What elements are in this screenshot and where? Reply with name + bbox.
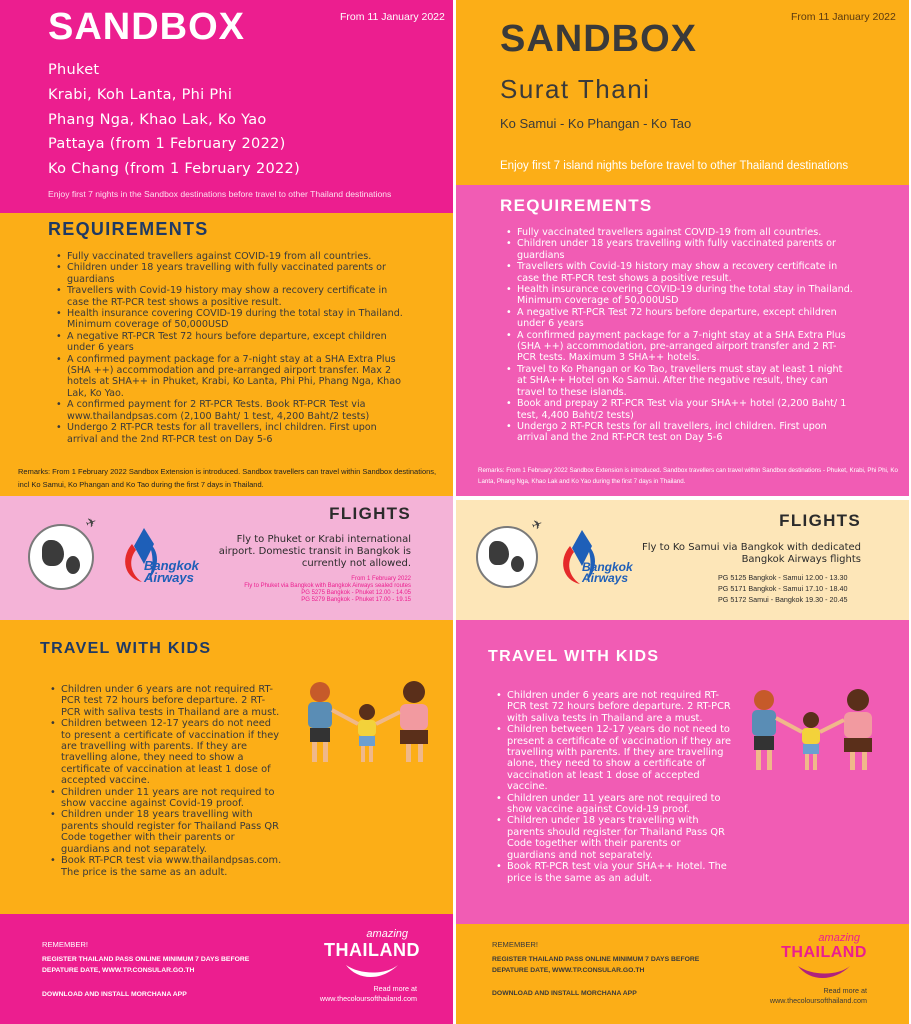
left-footer (0, 914, 453, 1024)
left-flights (0, 496, 453, 620)
right-download: DOWNLOAD AND INSTALL MORCHANA APP (492, 990, 637, 997)
list-item: • A confirmed payment for 2 RT-PCR Tests. Book RT-PCR Test via www.thailandpsas.com (2,100 Baht/ 1 test, 4,200 Baht/2 tests) (56, 399, 406, 422)
globe-icon (476, 526, 538, 588)
right-read-more: Read more at www.thecoloursofthailand.com (769, 986, 867, 1005)
schedule-line: PG 5275 Bangkok - Phuket 12.00 - 14.05 (301, 590, 411, 596)
list-item: • A negative RT-PCR Test 72 hours before departure, except children under 6 years (506, 307, 854, 330)
destination-item: Phuket (48, 62, 100, 78)
right-kids-list (496, 690, 732, 884)
right-subtitle: Surat Thani (500, 74, 651, 104)
right-enjoy-text: Enjoy first 7 island nights before travel to other Thailand destinations (500, 160, 849, 172)
airline-name: Bangkok Airways (144, 558, 199, 585)
list-item: • A confirmed payment package for a 7-night stay at a SHA Extra Plus (SHA ++) accommodation, pre-arranged airport transfer and 2 RT-PCR tests. Maximum 3 SHA++ hotels. (506, 330, 854, 364)
schedule-line: From 1 February 2022 (351, 576, 411, 582)
schedule-line: Fly to Phuket via Bangkok with Bangkok Airways sealed routes (244, 583, 411, 589)
left-read-more: Read more at www.thecoloursofthailand.com (319, 984, 417, 1003)
schedule-line: PG 5171 Bangkok - Samui 17.10 - 18.40 (718, 584, 848, 593)
right-kids (456, 620, 909, 924)
list-item: • Health insurance covering COVID-19 during the total stay in Thailand. Minimum coverage of 50,000USD (56, 308, 406, 331)
right-requirements-list (506, 227, 854, 444)
list-item: • Book RT-PCR test via your SHA++ Hotel. The price is the same as an adult. (496, 861, 732, 884)
left-flights-text: Fly to Phuket or Krabi international airport. Domestic transit in Bangkok is currently not allowed. (218, 534, 411, 569)
list-item: • Children under 18 years travelling with parents should register for Thailand Pass QR Code together with their parents or guardians and not separately. (496, 815, 732, 861)
left-enjoy-text: Enjoy first 7 nights in the Sandbox destinations before travel to other Thailand destinations (48, 189, 392, 199)
list-item: • Book and prepay 2 RT-PCR Test via your SHA++ hotel (2,200 Baht/ 1 test, 4,400 Baht/2 tests) (506, 398, 854, 421)
list-item: • Undergo 2 RT-PCR tests for all travellers, incl children. First upon arrival and the 2nd RT-PCR test on Day 5-6 (56, 422, 406, 445)
right-remember: REMEMBER! (492, 940, 538, 949)
airline-name: Bangkok Airways (582, 560, 633, 585)
left-remember: REMEMBER! (42, 940, 88, 949)
airplane-icon: ✈ (83, 514, 100, 533)
family-illustration (734, 684, 894, 788)
left-requirements-title: REQUIREMENTS (48, 219, 209, 239)
list-item: • A negative RT-PCR Test 72 hours before departure, except children under 6 years (56, 331, 406, 354)
list-item: • Children between 12-17 years do not need to present a certificate of vaccination if they are travelling with parents. If they are travelling alone, they need to show a certificate of vaccination at least 1 dose of accepted vaccine. (50, 718, 282, 786)
list-item: • Children between 12-17 years do not need to present a certificate of vaccination if they are travelling with parents. If they are travelling alone, they need to show a certificate of vaccination at least 1 dose of accepted vaccine. (496, 724, 732, 792)
left-requirements (0, 213, 453, 496)
right-column (456, 0, 909, 1024)
amazing-thailand-logo: amazing THAILAND (774, 932, 874, 987)
list-item: • Children under 18 years travelling with fully vaccinated parents or guardians (56, 262, 406, 285)
amazing-thailand-logo: amazing THAILAND (322, 928, 422, 986)
bangkok-airways-logo (552, 526, 632, 596)
list-item: • Children under 6 years are not required RT-PCR test 72 hours before departure. 2 RT-PCR with saliva tests in Thailand are a must. (496, 690, 732, 724)
left-header (0, 0, 453, 213)
right-flights-title: FLIGHTS (779, 511, 861, 530)
right-islands: Ko Samui - Ko Phangan - Ko Tao (500, 116, 692, 131)
globe-icon (28, 524, 94, 590)
right-footer (456, 924, 909, 1024)
list-item: • Book RT-PCR test via www.thailandpsas.com. The price is the same as an adult. (50, 855, 282, 878)
left-destinations (48, 58, 300, 182)
list-item: • Health insurance covering COVID-19 during the total stay in Thailand. Minimum coverage of 50,000USD (506, 284, 854, 307)
left-from-date: From 11 January 2022 (340, 11, 445, 23)
left-kids-title: TRAVEL WITH KIDS (40, 640, 212, 657)
right-register: REGISTER THAILAND PASS ONLINE MINIMUM 7 DAYS BEFORE DEPATURE DATE, WWW.TP.CONSULAR.GO.TH (492, 956, 700, 974)
schedule-line: PG 5125 Bangkok - Samui 12.00 - 13.30 (718, 573, 848, 582)
left-column (0, 0, 453, 1024)
left-flights-title: FLIGHTS (329, 504, 411, 523)
left-kids (0, 620, 453, 914)
schedule-line: PG 5279 Bangkok - Phuket 17.00 - 19.15 (301, 597, 411, 603)
list-item: • Children under 18 years travelling with parents should register for Thailand Pass QR Code together with their parents or guardians and not separately. (50, 809, 282, 855)
list-item: • Travellers with Covid-19 history may show a recovery certificate in case the RT-PCR test shows a positive result. (506, 261, 854, 284)
destination-item: Ko Chang (from 1 February 2022) (48, 161, 301, 178)
list-item: • Fully vaccinated travellers against COVID-19 from all countries. (506, 227, 854, 238)
right-requirements-title: REQUIREMENTS (500, 196, 653, 215)
right-title: SANDBOX (500, 18, 698, 60)
list-item: • Fully vaccinated travellers against COVID-19 from all countries. (56, 251, 406, 262)
right-requirements (456, 185, 909, 496)
destination-item: Krabi, Koh Lanta, Phi Phi (48, 86, 233, 103)
left-kids-list (50, 684, 282, 878)
airplane-icon: ✈ (529, 516, 546, 535)
website-link[interactable]: www.thecoloursofthailand.com (769, 996, 867, 1005)
right-flights (456, 500, 909, 620)
right-header (456, 0, 909, 185)
left-register: REGISTER THAILAND PASS ONLINE MINIMUM 7 DAYS BEFORE DEPATURE DATE, WWW.TP.CONSULAR.GO.TH (42, 956, 250, 974)
list-item: • Children under 11 years are not required to show vaccine against Covid-19 proof. (496, 793, 732, 816)
right-flight-schedule (718, 572, 878, 605)
list-item: • Travellers with Covid-19 history may show a recovery certificate in case the RT-PCR test shows a positive result. (56, 285, 406, 308)
left-flight-schedule (151, 576, 411, 604)
destination-item: Pattaya (from 1 February 2022) (48, 136, 286, 153)
list-item: • Undergo 2 RT-PCR tests for all travellers, incl children. First upon arrival and the 2nd RT-PCR test on Day 5-6 (506, 421, 854, 444)
list-item: • Children under 18 years travelling with fully vaccinated parents or guardians (506, 238, 854, 261)
schedule-line: PG 5172 Samui - Bangkok 19.30 - 20.45 (718, 595, 848, 604)
list-item: • A confirmed payment package for a 7-night stay at a SHA Extra Plus (SHA ++) accommodation and pre-arranged airport transfer. Max 2 hotels at SHA++ in Phuket, Krabi, Ko Lanta, Phi Phi, Phang Nga, Khao Lak, Ko Yao. (56, 354, 406, 400)
list-item: • Children under 6 years are not required RT-PCR test 72 hours before departure. 2 RT-PCR with saliva tests in Thailand are a must. (50, 684, 282, 718)
right-remarks: Remarks: From 1 February 2022 Sandbox Extension is introduced. Sandbox travellers can travel within Sandbox destinations - Phuket, Krabi, Phi Phi, Ko Lanta, Phang Nga, Khao Lak and Ko Yao during the first 7 days in Thailand. (478, 467, 898, 485)
destination-item: Phang Nga, Khao Lak, Ko Yao (48, 111, 267, 128)
left-download: DOWNLOAD AND INSTALL MORCHANA APP (42, 991, 187, 998)
list-item: • Travel to Ko Phangan or Ko Tao, travellers must stay at least 1 night at SHA++ Hotel on Ko Samui. After the negative result, they can travel to these islands. (506, 364, 854, 398)
right-from-date: From 11 January 2022 (791, 11, 896, 23)
left-remarks: Remarks: From 1 February 2022 Sandbox Extension is introduced. Sandbox travellers can travel within Sandbox destinations, incl Ko Samui, Ko Phangan and Ko Tao during the first 7 days in Thailand. (18, 467, 437, 489)
list-item: • Children under 11 years are not required to show vaccine against Covid-19 proof. (50, 787, 282, 810)
website-link[interactable]: www.thecoloursofthailand.com (319, 994, 417, 1003)
right-kids-title: TRAVEL WITH KIDS (488, 648, 660, 665)
left-title: SANDBOX (48, 6, 246, 48)
left-requirements-list (56, 251, 406, 445)
right-flights-text: Fly to Ko Samui via Bangkok with dedicated Bangkok Airways flights (642, 542, 861, 565)
family-illustration (290, 676, 450, 780)
